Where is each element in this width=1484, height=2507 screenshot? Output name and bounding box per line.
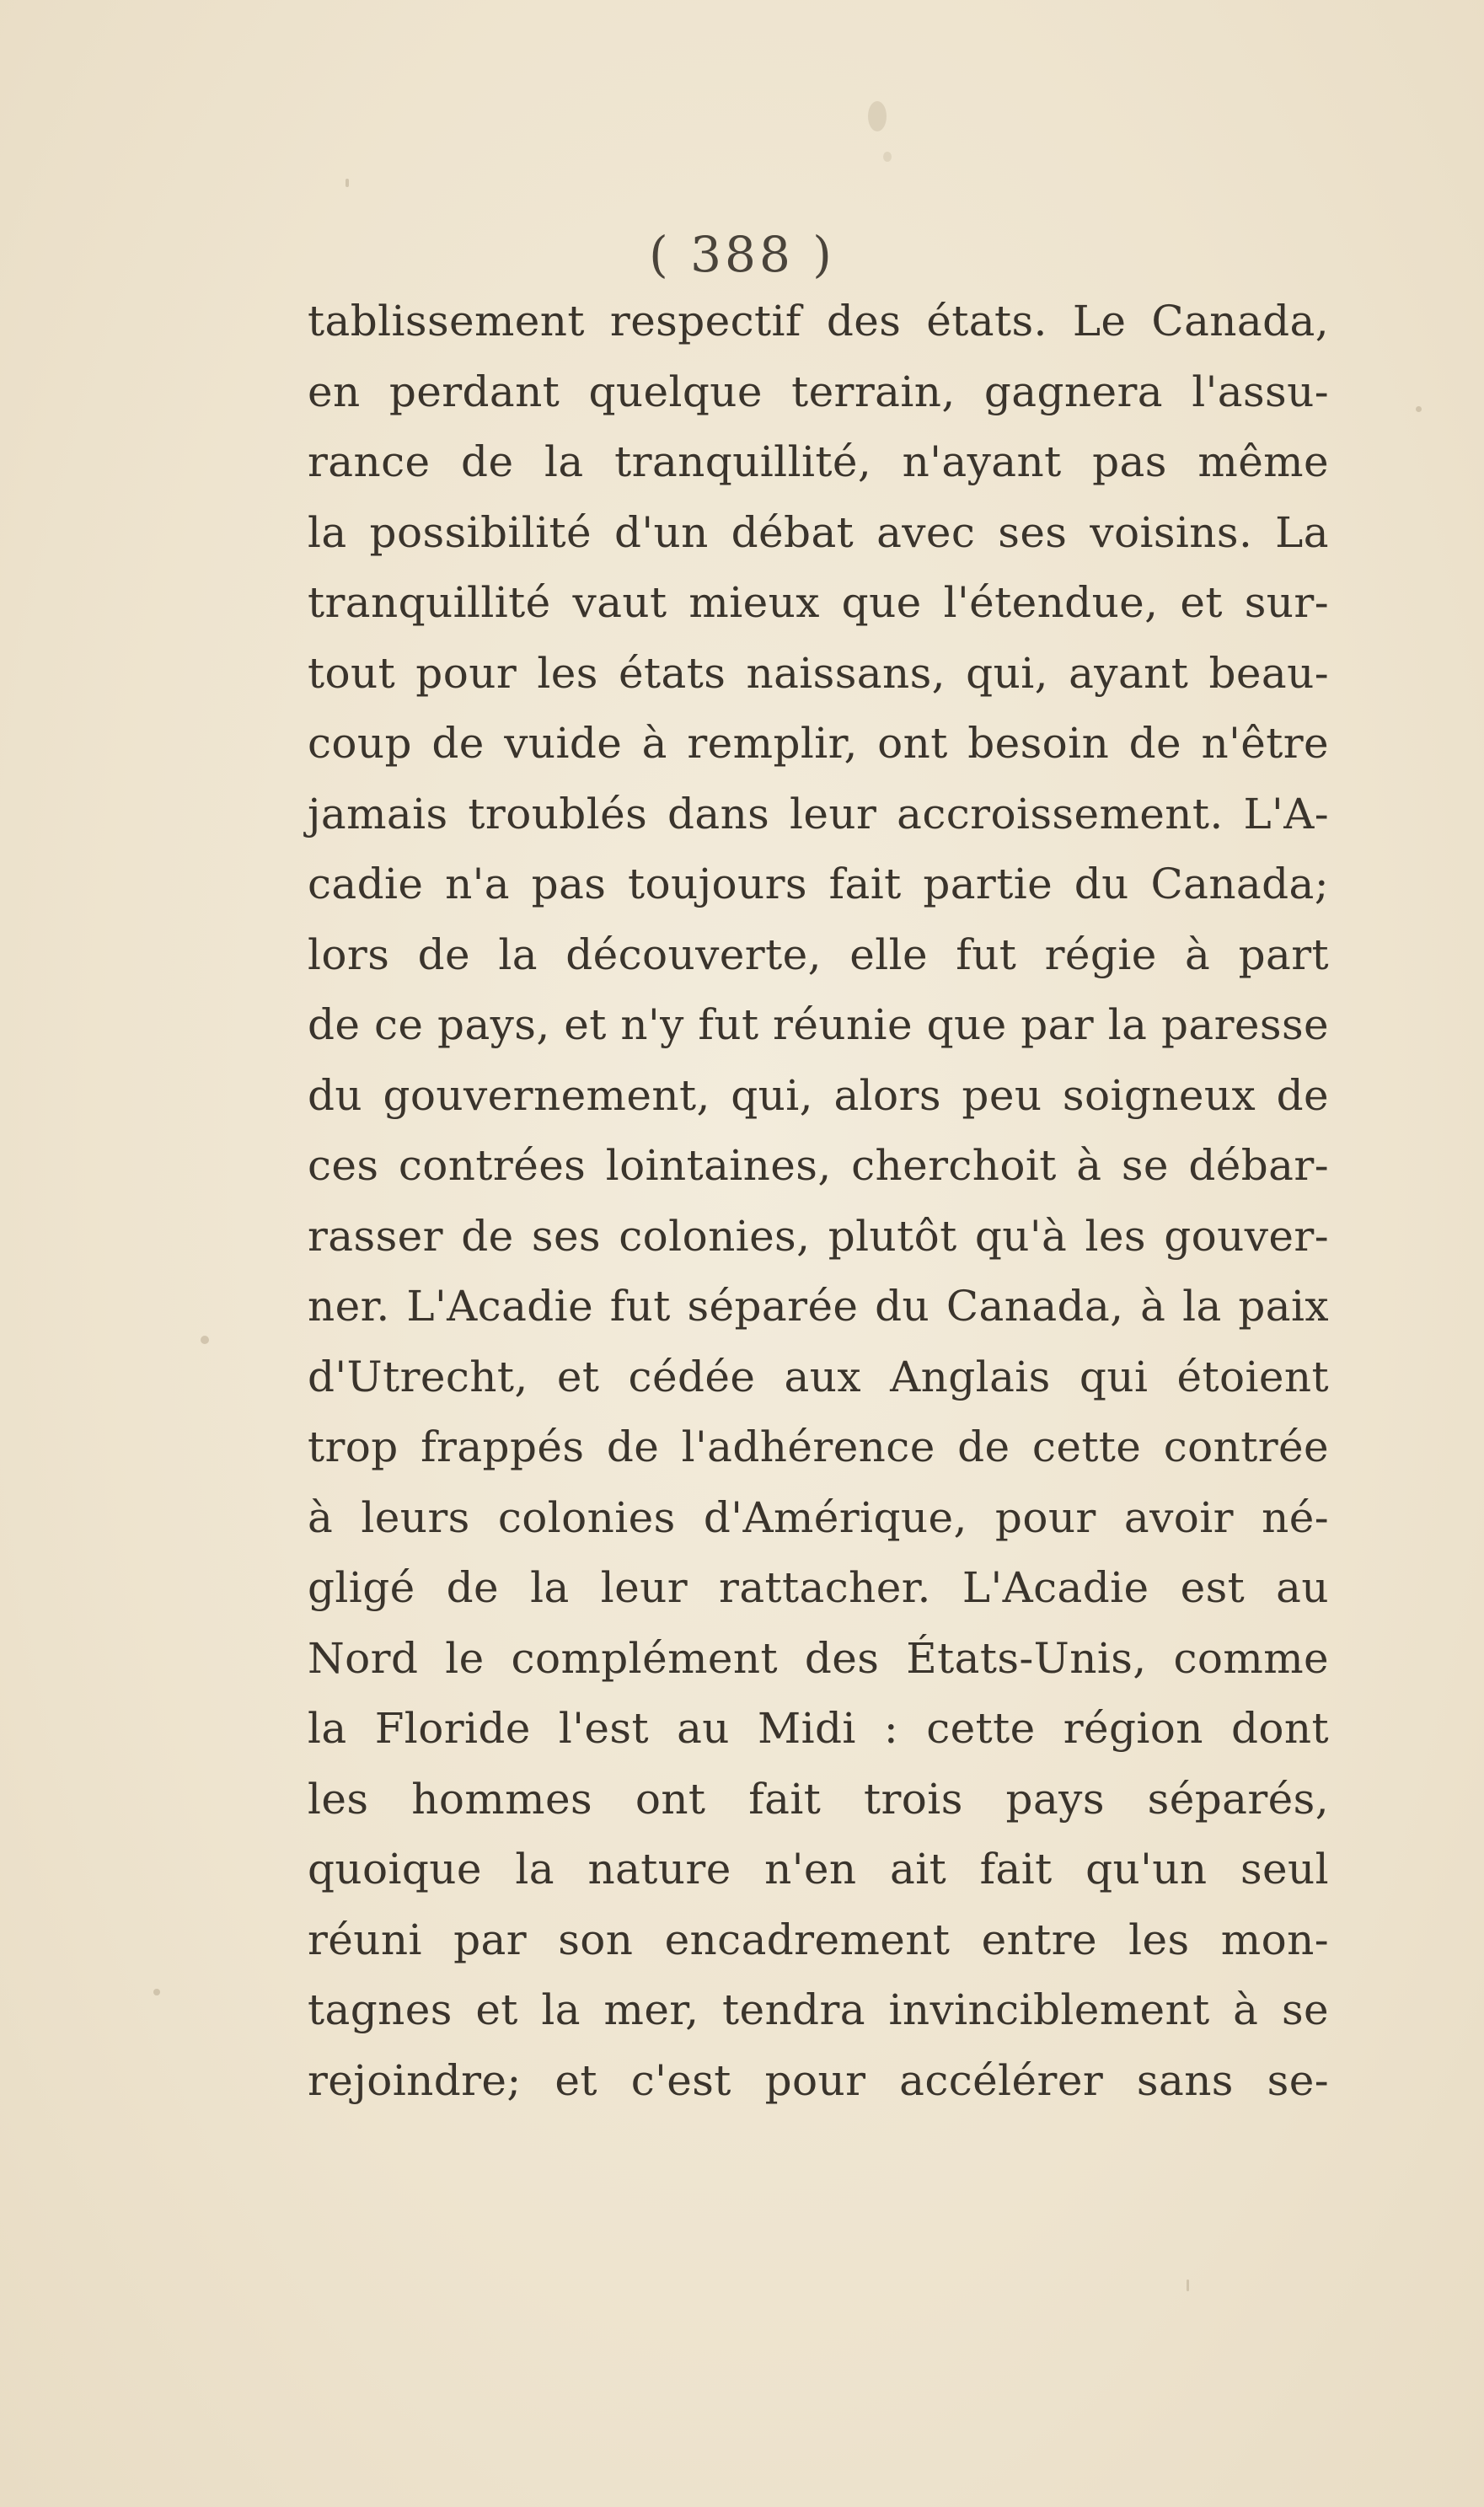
paper-speck [1187,2279,1189,2291]
paper-speck [1416,406,1422,412]
text-line: à leurs colonies d'Amérique, pour avoir né- [308,1492,1329,1542]
text-line: gligé de la leur rattacher. L'Acadie est au [308,1563,1329,1612]
text-line: ner. L'Acadie fut séparée du Canada, à la paix [308,1282,1329,1331]
paper-speck [883,152,892,162]
paper-speck [868,101,887,131]
text-line: réuni par son encadrement entre les mon- [308,1915,1329,1964]
text-line: tout pour les états naissans, qui, ayant beau- [308,648,1329,698]
page-number: ( 388 ) [649,226,835,283]
text-line: lors de la découverte, elle fut régie à part [308,929,1329,979]
text-line: les hommes ont fait trois pays séparés, [308,1774,1329,1824]
text-line: rasser de ses colonies, plutôt qu'à les gouver- [308,1211,1329,1261]
paper-speck [201,1336,209,1344]
text-line: rance de la tranquillité, n'ayant pas même [308,437,1329,486]
text-line: cadie n'a pas toujours fait partie du Canada; [308,860,1329,908]
text-line: jamais troublés dans leur accroissement. L'A- [308,789,1329,838]
text-line: de ce pays, et n'y fut réunie que par la paresse [308,1000,1329,1049]
text-line: ces contrées lointaines, cherchoit à se débar- [308,1141,1329,1190]
text-line: Nord le complément des États-Unis, comme [308,1633,1329,1683]
text-line: quoique la nature n'en ait fait qu'un seul [308,1845,1329,1894]
paper-speck [346,179,349,187]
body-text [308,287,1329,2116]
text-line: tagnes et la mer, tendra invinciblement à se [308,1985,1329,2034]
text-line: trop frappés de l'adhérence de cette contrée [308,1422,1329,1471]
text-line: rejoindre; et c'est pour accélérer sans se- [308,2055,1329,2105]
text-line: en perdant quelque terrain, gagnera l'assu- [308,367,1329,416]
text-line: tranquillité vaut mieux que l'étendue, et sur- [308,578,1329,627]
text-line: coup de vuide à remplir, ont besoin de n'être [308,719,1329,768]
text-line: la Floride l'est au Midi : cette région dont [308,1704,1329,1753]
text-line: du gouvernement, qui, alors peu soigneux de [308,1070,1329,1120]
text-line: tablissement respectif des états. Le Canada, [308,297,1329,346]
text-line: la possibilité d'un débat avec ses voisins. La [308,507,1329,557]
text-line: d'Utrecht, et cédée aux Anglais qui étoient [308,1352,1329,1401]
paper-speck [153,1989,160,1995]
